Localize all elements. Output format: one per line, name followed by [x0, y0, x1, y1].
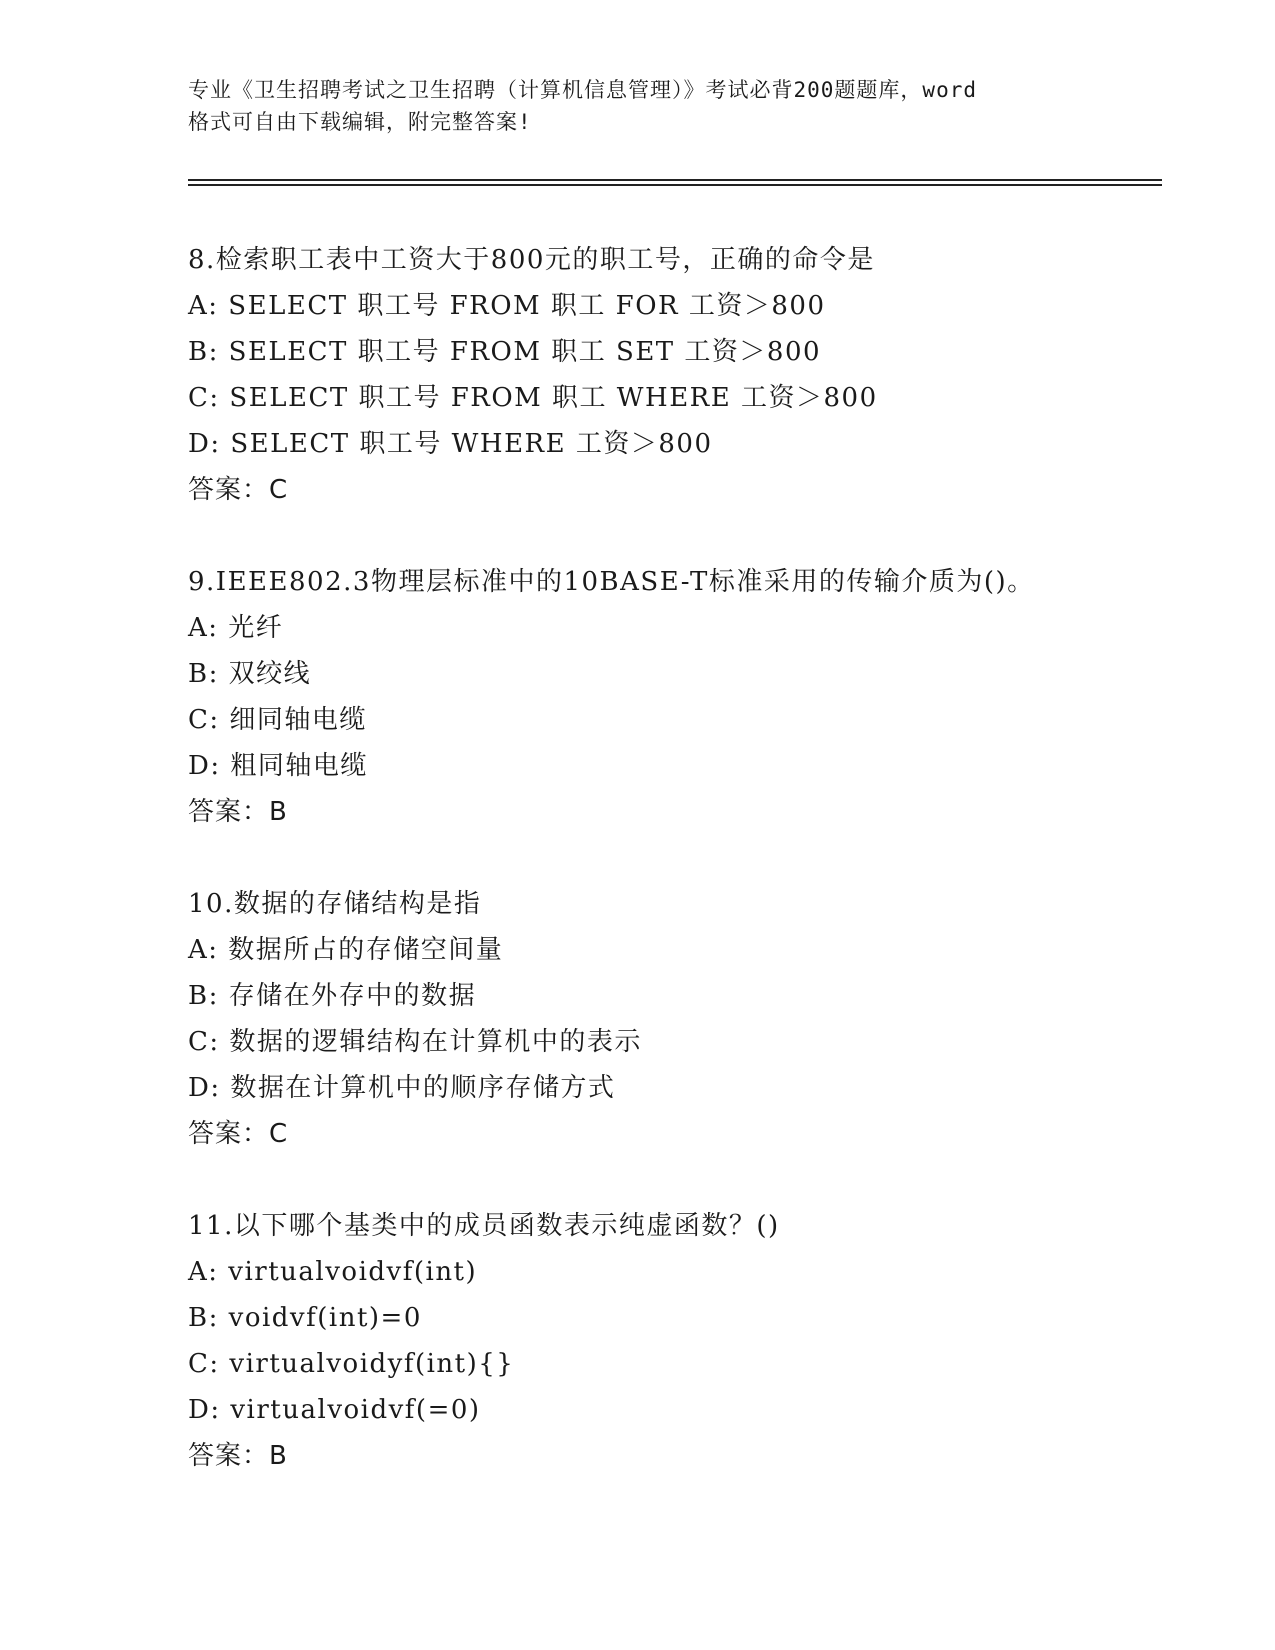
question-stem: 8.检索职工表中工资大于800元的职工号，正确的命令是: [188, 245, 875, 275]
option-a: A: 数据所占的存储空间量: [188, 935, 504, 965]
question-list: [188, 237, 1188, 1525]
answer-label: 答案：C: [188, 1119, 289, 1149]
header-divider-top: [188, 179, 1162, 181]
header-line-2: 格式可自由下载编辑，附完整答案!: [188, 110, 532, 134]
answer-label: 答案：C: [188, 475, 289, 505]
option-c: C: SELECT 职工号 FROM 职工 WHERE 工资＞800: [188, 383, 878, 413]
header-divider-bottom: [188, 184, 1162, 186]
question-10: [188, 881, 1188, 1157]
header-line-1: 专业《卫生招聘考试之卫生招聘（计算机信息管理）》考试必背200题题库，word: [188, 78, 977, 102]
option-b: B: SELECT 职工号 FROM 职工 SET 工资＞800: [188, 337, 822, 367]
question-stem: 11.以下哪个基类中的成员函数表示纯虚函数？(): [188, 1211, 780, 1241]
option-d: D: SELECT 职工号 WHERE 工资＞800: [188, 429, 713, 459]
option-a: A: SELECT 职工号 FROM 职工 FOR 工资＞800: [188, 291, 826, 321]
option-a: A: virtualvoidvf(int): [188, 1257, 478, 1287]
document-header: [188, 74, 1088, 138]
option-c: C: 细同轴电缆: [188, 705, 367, 735]
option-b: B: 双绞线: [188, 659, 312, 689]
question-11: [188, 1203, 1188, 1479]
option-d: D: virtualvoidvf(=0): [188, 1395, 481, 1425]
question-stem: 9.IEEE802.3物理层标准中的10BASE-T标准采用的传输介质为()。: [188, 567, 1035, 597]
question-8: [188, 237, 1188, 513]
option-c: C: 数据的逻辑结构在计算机中的表示: [188, 1027, 642, 1057]
option-d: D: 粗同轴电缆: [188, 751, 368, 781]
option-c: C: virtualvoidyf(int){}: [188, 1349, 515, 1379]
option-b: B: 存储在外存中的数据: [188, 981, 477, 1011]
option-d: D: 数据在计算机中的顺序存储方式: [188, 1073, 616, 1103]
option-a: A: 光纤: [188, 613, 284, 643]
question-stem: 10.数据的存储结构是指: [188, 889, 482, 919]
option-b: B: voidvf(int)=0: [188, 1303, 422, 1333]
answer-label: 答案：B: [188, 1441, 288, 1471]
answer-label: 答案：B: [188, 797, 288, 827]
question-9: [188, 559, 1188, 835]
